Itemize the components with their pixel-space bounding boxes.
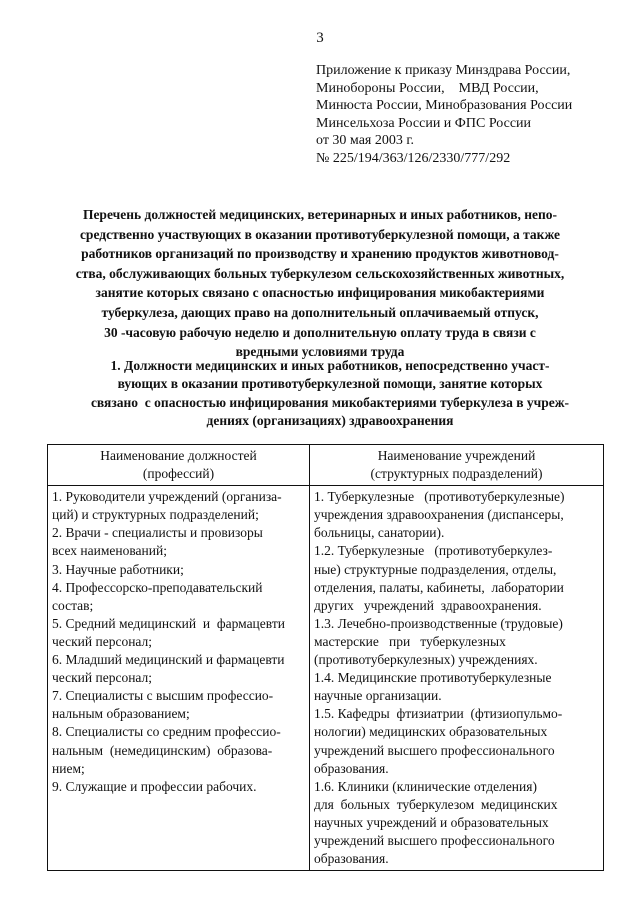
list-item: 8. Специалисты со средним профессио- — [52, 724, 281, 740]
list-item: образования. — [314, 851, 389, 867]
list-item: больницы, санатории). — [314, 525, 445, 541]
list-item: 3. Научные работники; — [52, 561, 184, 577]
institutions-list — [310, 486, 604, 871]
list-item: состав; — [52, 597, 94, 613]
list-item: научные организации. — [314, 688, 442, 704]
list-item: 1. Туберкулезные (противотуберкулезные) — [314, 489, 565, 505]
list-item: ций) и структурных подразделений; — [52, 507, 259, 523]
appendix-block — [316, 62, 572, 168]
list-item: (противотуберкулезных) учреждениях. — [314, 652, 538, 668]
title-line: работников организаций по производству и хранению продуктов животновод- — [81, 246, 559, 262]
list-item: 6. Младший медицинский и фармацевти — [52, 652, 285, 668]
list-item: 1.6. Клиники (клинические отделения) — [314, 778, 537, 794]
list-item: учреждений высшего профессионального — [314, 742, 555, 758]
header-institutions — [310, 445, 604, 486]
list-item: 1.4. Медицинские противотуберкулезные — [314, 670, 552, 686]
appendix-line: № 225/194/363/126/2330/777/292 — [316, 150, 511, 166]
list-item: учреждения здравоохранения (диспансеры, — [314, 507, 564, 523]
list-item: 1. Руководители учреждений (организа- — [52, 489, 282, 505]
title-line: средственно участвующих в оказании противотуберкулезной помощи, а также — [79, 226, 561, 242]
list-item: 1.3. Лечебно-производственные (трудовые) — [314, 615, 563, 631]
header-line: Наименование должностей — [100, 448, 257, 463]
header-positions — [48, 445, 310, 486]
table-row — [48, 486, 604, 871]
list-item: других учреждений здравоохранения. — [314, 597, 542, 613]
appendix-line: от 30 мая 2003 г. — [316, 133, 415, 149]
positions-list — [48, 486, 310, 871]
section-line: вующих в оказании противотуберкулезной помощи, занятие которых — [117, 376, 543, 392]
title-line: Перечень должностей медицинских, ветеринарных и иных работников, непо- — [82, 207, 558, 222]
header-line: (структурных подразделений) — [370, 466, 543, 482]
list-item: 7. Специалисты с высшим профессио- — [52, 688, 274, 704]
list-item: для больных туберкулезом медицинских — [314, 796, 558, 812]
list-item: отделения, палаты, кабинеты, лаборатории — [314, 579, 564, 595]
header-line: Наименование учреждений — [377, 448, 536, 463]
list-item: 5. Средний медицинский и фармацевти — [52, 615, 285, 631]
list-item: ные) структурные подразделения, отделы, — [314, 561, 557, 577]
section-line: дениях (организациях) здравоохранения — [206, 412, 454, 428]
appendix-line: Приложение к приказу Минздрава России, — [316, 63, 571, 78]
list-item: 4. Профессорско-преподавательский — [52, 579, 263, 595]
list-item: нальным (немедицинским) образова- — [52, 742, 273, 758]
section-line: 1. Должности медицинских и иных работников, непосредственно участ- — [110, 358, 550, 373]
list-item: ческий персонал; — [52, 670, 153, 686]
page-number: 3 — [316, 30, 324, 46]
header-line: (профессий) — [142, 466, 215, 482]
document-title — [40, 205, 600, 362]
list-item: 9. Служащие и профессии рабочих. — [52, 778, 257, 794]
appendix-line: Минюста России, Минобразования России — [316, 98, 573, 114]
list-item: 1.5. Кафедры фтизиатрии (фтизиопульмо- — [314, 706, 563, 722]
list-item: нальным образованием; — [52, 706, 190, 722]
section-line: связано с опасностью инфицирования микобактериями туберкулеза в учреж- — [90, 394, 570, 410]
appendix-line: Минобороны России, МВД России, — [316, 80, 539, 96]
list-item: учреждений высшего профессионального — [314, 832, 555, 848]
section-heading — [50, 357, 610, 430]
title-line: 30 -часовую рабочую неделю и дополнительную оплату труда в связи с — [104, 324, 536, 340]
list-item: образования. — [314, 760, 389, 776]
list-item: 1.2. Туберкулезные (противотуберкулез- — [314, 543, 553, 559]
list-item: 2. Врачи - специалисты и провизоры — [52, 525, 263, 541]
appendix-line: Минсельхоза России и ФПС России — [316, 115, 532, 131]
positions-table — [47, 444, 604, 871]
title-line: вредными условиями труда — [235, 344, 405, 360]
list-item: мастерские при туберкулезных — [314, 633, 506, 649]
title-line: занятие которых связано с опасностью инфицирования микобактериями — [95, 285, 545, 301]
title-line: ства, обслуживающих больных туберкулезом сельскохозяйственных животных, — [75, 265, 565, 281]
table-header-row — [48, 445, 604, 486]
list-item: нием; — [52, 760, 85, 776]
title-line: туберкулеза, дающих право на дополнительный оплачиваемый отпуск, — [101, 304, 539, 320]
list-item: научных учреждений и образовательных — [314, 814, 549, 830]
list-item: нологии) медицинских образовательных — [314, 724, 548, 740]
list-item: всех наименований; — [52, 543, 167, 559]
list-item: ческий персонал; — [52, 633, 153, 649]
